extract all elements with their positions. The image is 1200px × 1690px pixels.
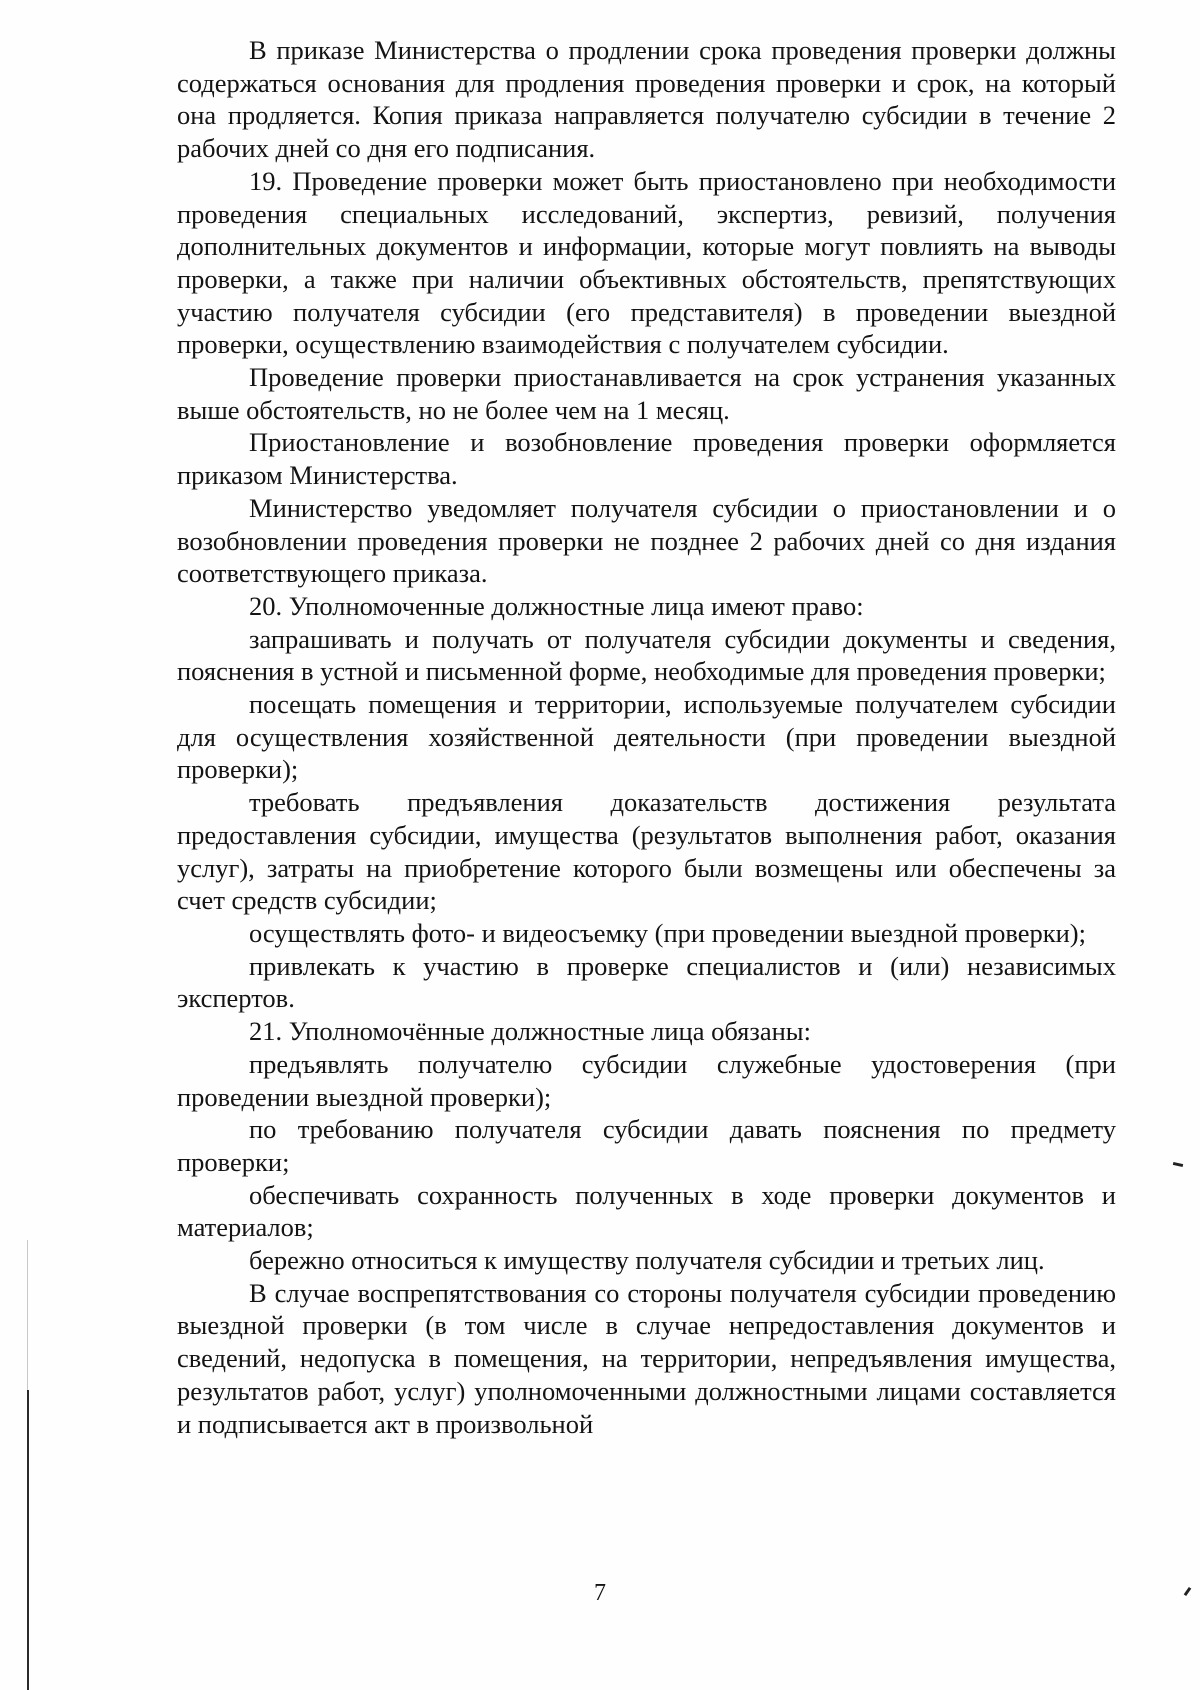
paragraph-right-request-docs: запрашивать и получать от получателя субсидии документы и сведения, пояснения в устной и письменной форме, необходимые для проведения проверки; bbox=[177, 623, 1116, 687]
paragraph-duty-care-property: бережно относиться к имуществу получателя субсидии и третьих лиц. bbox=[249, 1245, 1045, 1276]
page-number: 7 bbox=[594, 1580, 606, 1606]
paragraph-obstruction-act: В случае воспрепятствования со стороны получателя субсидии проведению выездной проверки (в том числе в случае непредоставления документов и сведений, недопуска в помещения, на территории, непредъявления имущества, результатов работ, услуг) уполномоченными должностными лицами составляется и подписывается акт в произвольной bbox=[177, 1277, 1116, 1439]
paragraph-19-suspension: 19. Проведение проверки может быть приостановлено при необходимости проведения специальных исследований, экспертиз, ревизий, получения дополнительных документов и информации, которые могут повлиять на выводы проверки, а также при наличии объективных обстоятельств, препятствующих участию получателя субсидии (его представителя) в проведении выездной проверки, осуществлению взаимодействия с получателем субсидии. bbox=[177, 165, 1116, 360]
paragraph-right-involve-experts: привлекать к участию в проверке специалистов и (или) независимых экспертов. bbox=[177, 950, 1116, 1014]
document-body bbox=[177, 34, 1116, 1440]
paragraph-20-rights-heading: 20. Уполномоченные должностные лица имеют право: bbox=[249, 590, 864, 621]
paragraph-ministry-notice: Министерство уведомляет получателя субсидии о приостановлении и о возобновлении проведения проверки не позднее 2 рабочих дней со дня издания соответствующего приказа. bbox=[177, 492, 1116, 589]
paragraph-21-duties-heading: 21. Уполномочённые должностные лица обязаны: bbox=[249, 1016, 811, 1047]
paragraph-duty-explain: по требованию получателя субсидии давать пояснения по предмету проверки; bbox=[177, 1114, 1116, 1177]
paragraph-duty-preserve-docs: обеспечивать сохранность полученных в ходе проверки документов и материалов; bbox=[177, 1179, 1116, 1243]
paragraph-right-require-evidence: требовать предъявления доказательств достижения результата предоставления субсидии, имущества (результатов выполнения работ, оказания услуг), затраты на приобретение которого были возмещены или обеспечены за счет средств субсидии; bbox=[177, 787, 1116, 916]
paragraph-suspension-term: Проведение проверки приостанавливается на срок устранения указанных выше обстоятельств, но не более чем на 1 месяц. bbox=[177, 362, 1116, 425]
scan-edge-faint-line bbox=[27, 1240, 28, 1390]
paragraph-right-photo-video: осуществлять фото- и видеосъемку (при проведении выездной проверки); bbox=[249, 917, 1086, 948]
scan-edge-line bbox=[27, 1390, 29, 1690]
paragraph-suspension-order: Приостановление и возобновление проведения проверки оформляется приказом Министерства. bbox=[177, 427, 1116, 491]
scan-speck-right bbox=[1173, 1162, 1183, 1167]
paragraph-order-extension: В приказе Министерства о продлении срока проведения проверки должны содержаться основания для продления проведения проверки и срок, на который она продляется. Копия приказа направляется получателю субсидии в течение 2 рабочих дней со дня его подписания. bbox=[177, 35, 1116, 164]
paragraph-right-visit-premises: посещать помещения и территории, используемые получателем субсидии для осуществления хозяйственной деятельности (при проведении выездной проверки); bbox=[177, 689, 1116, 785]
paragraph-duty-present-id: предъявлять получателю субсидии служебные удостоверения (при проведении выездной проверки); bbox=[177, 1048, 1116, 1112]
